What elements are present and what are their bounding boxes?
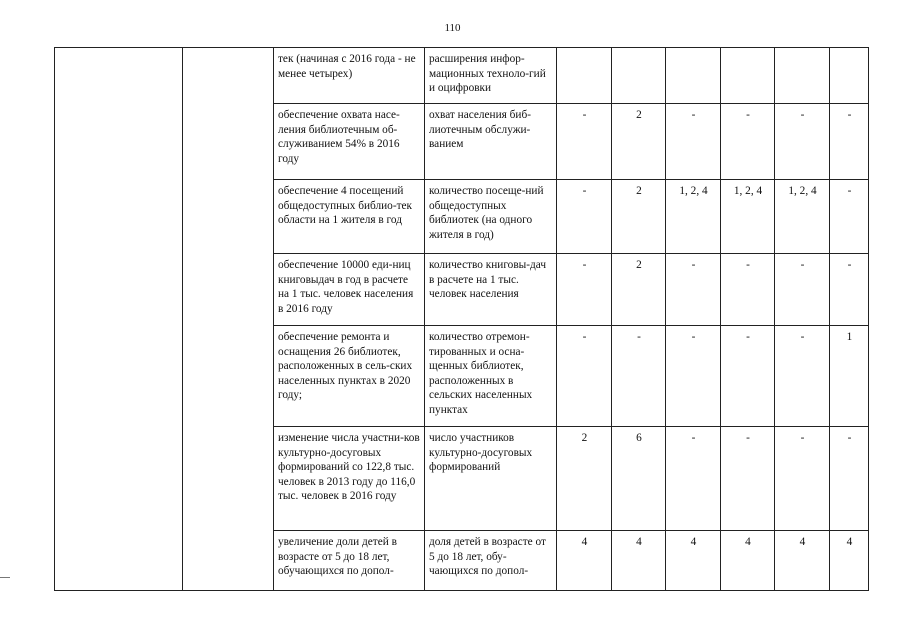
value-cell: 1, 2, 4: [775, 180, 830, 254]
value-cell: [557, 48, 612, 104]
indicator-cell: расширения инфор-мационных техноло-гий и оцифровки: [425, 48, 557, 104]
task-cell: обеспечение охвата насе-ления библиотечным об-служиванием 54% в 2016 году: [274, 104, 425, 180]
value-cell: 4: [775, 531, 830, 591]
value-cell: 1, 2, 4: [721, 180, 775, 254]
value-cell: 4: [721, 531, 775, 591]
value-cell: 4: [666, 531, 721, 591]
subprogram-cell: [183, 48, 274, 591]
program-indicators-table: [54, 47, 869, 591]
task-cell: увеличение доли детей в возрасте от 5 до 18 лет, обучающихся по допол-: [274, 531, 425, 591]
value-cell: 1, 2, 4: [666, 180, 721, 254]
value-cell: 2: [612, 104, 666, 180]
value-cell: -: [775, 427, 830, 531]
task-cell: изменение числа участни-ков культурно-досуговых формирований со 122,8 тыс. человек в 2013 году до 116,0 тыс. человек в 2016 году: [274, 427, 425, 531]
value-cell: -: [666, 254, 721, 326]
value-cell: -: [666, 104, 721, 180]
value-cell: -: [612, 326, 666, 427]
value-cell: [830, 48, 869, 104]
task-cell: тек (начиная с 2016 года - не менее четырех): [274, 48, 425, 104]
value-cell: 1: [830, 326, 869, 427]
margin-mark: [0, 577, 10, 578]
task-cell: обеспечение ремонта и оснащения 26 библиотек, расположенных в сель-ских населенных пунктах в 2020 году;: [274, 326, 425, 427]
value-cell: -: [557, 180, 612, 254]
value-cell: 2: [612, 254, 666, 326]
value-cell: 2: [557, 427, 612, 531]
value-cell: [666, 48, 721, 104]
value-cell: 4: [557, 531, 612, 591]
indicator-cell: число участников культурно-досуговых формирований: [425, 427, 557, 531]
task-cell: обеспечение 10000 еди-ниц книговыдач в год в расчете на 1 тыс. человек населения в 2016 году: [274, 254, 425, 326]
program-cell: [55, 48, 183, 591]
value-cell: -: [666, 326, 721, 427]
indicator-cell: количество книговы-дач в расчете на 1 тыс. человек населения: [425, 254, 557, 326]
value-cell: [721, 48, 775, 104]
value-cell: -: [775, 326, 830, 427]
value-cell: -: [830, 180, 869, 254]
page-number: 110: [444, 22, 461, 34]
value-cell: -: [721, 326, 775, 427]
indicator-cell: количество отремон-тированных и осна-щенных библиотек, расположенных в сельских населенных пунктах: [425, 326, 557, 427]
indicator-cell: доля детей в возрасте от 5 до 18 лет, обу-чающихся по допол-: [425, 531, 557, 591]
value-cell: -: [830, 427, 869, 531]
value-cell: [775, 48, 830, 104]
table-row: [55, 48, 869, 104]
value-cell: -: [557, 254, 612, 326]
value-cell: -: [557, 104, 612, 180]
value-cell: -: [830, 104, 869, 180]
value-cell: 4: [830, 531, 869, 591]
value-cell: 6: [612, 427, 666, 531]
value-cell: 4: [612, 531, 666, 591]
value-cell: -: [721, 254, 775, 326]
value-cell: -: [557, 326, 612, 427]
value-cell: [612, 48, 666, 104]
value-cell: -: [775, 254, 830, 326]
value-cell: -: [721, 427, 775, 531]
value-cell: -: [721, 104, 775, 180]
value-cell: -: [775, 104, 830, 180]
value-cell: -: [830, 254, 869, 326]
value-cell: -: [666, 427, 721, 531]
indicator-cell: количество посеще-ний общедоступных библиотек (на одного жителя в год): [425, 180, 557, 254]
value-cell: 2: [612, 180, 666, 254]
task-cell: обеспечение 4 посещений общедоступных библио-тек области на 1 жителя в год: [274, 180, 425, 254]
indicator-cell: охват населения биб-лиотечным обслужи-ванием: [425, 104, 557, 180]
